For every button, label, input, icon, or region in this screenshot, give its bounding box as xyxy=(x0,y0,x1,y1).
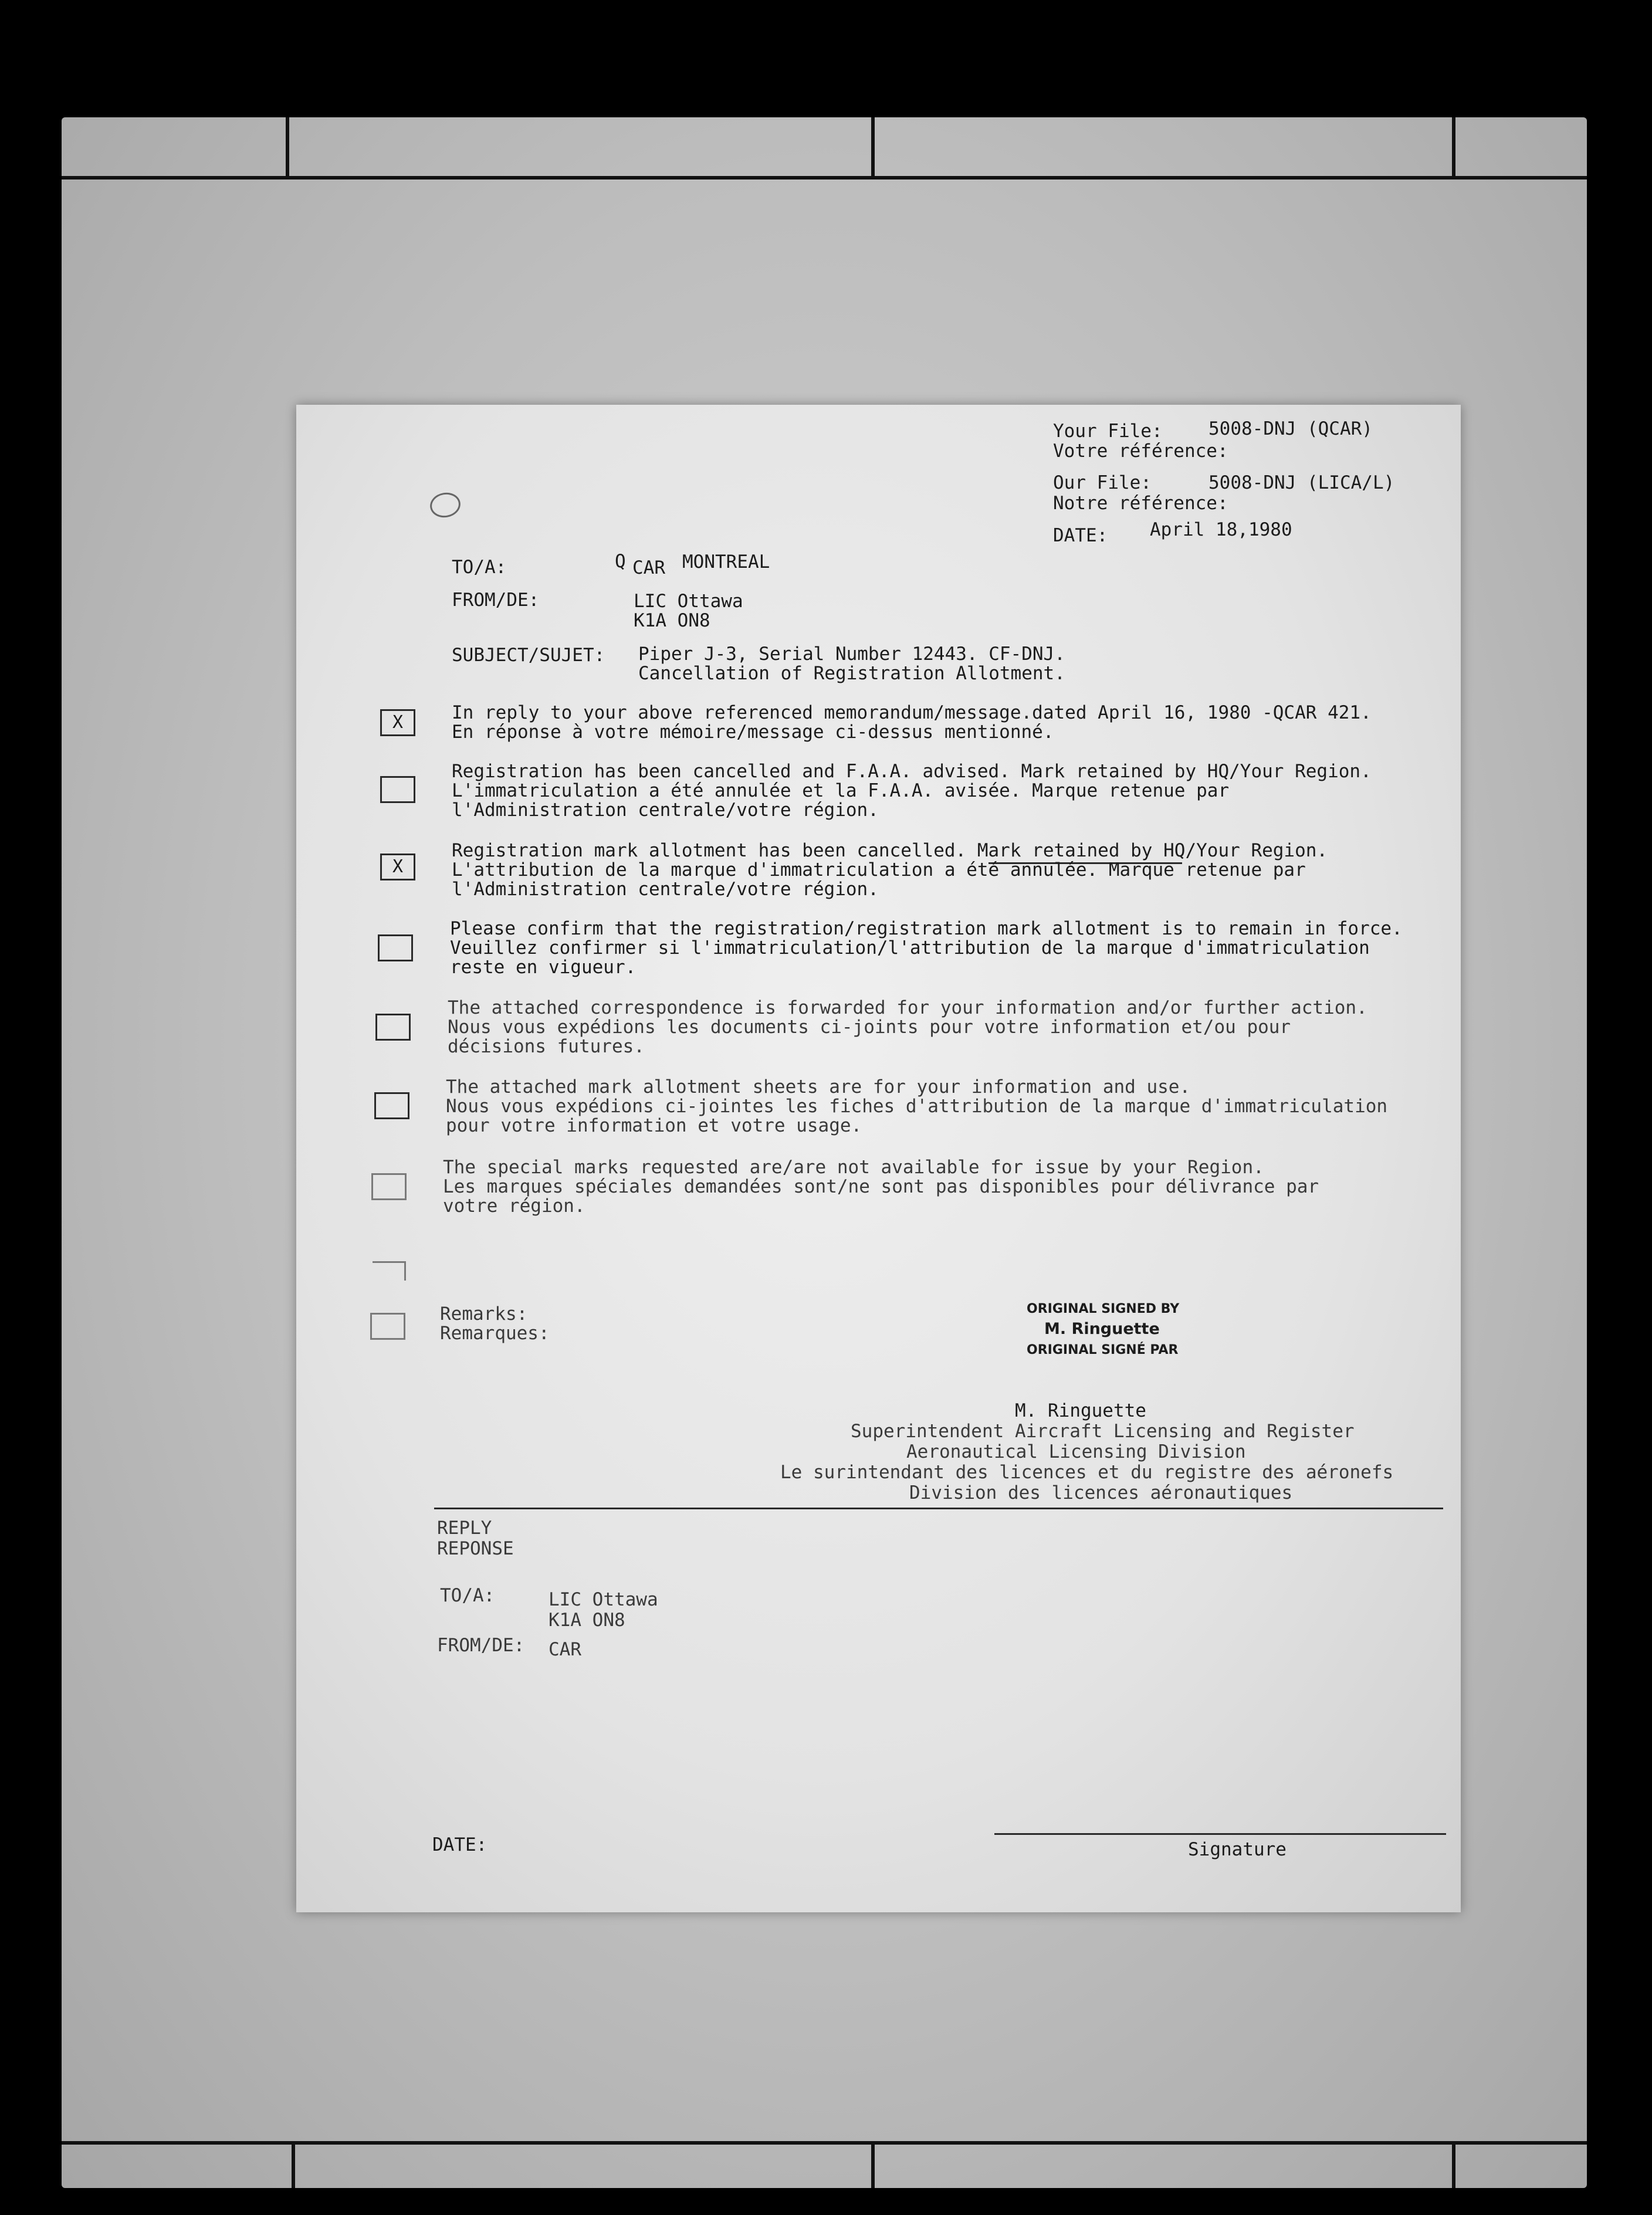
item-registration-cancelled-fr2: l'Administration centrale/votre région. xyxy=(452,800,879,821)
checkbox-mark-allotment-cancelled[interactable]: X xyxy=(380,854,415,880)
to-value-prefix: Q xyxy=(615,551,626,572)
item-mark-allotment-cancelled-en: Registration mark allotment has been cancelled. Mark retained by HQ/Your Region. xyxy=(452,840,1328,861)
item-allotment-sheets-fr1: Nous vous expédions ci-jointes les fiches d'attribution de la marque d'immatriculation xyxy=(446,1096,1388,1117)
reply-from-value: CAR xyxy=(549,1639,581,1660)
reply-label-en: REPLY xyxy=(437,1518,492,1539)
reply-from-label: FROM/DE: xyxy=(437,1635,525,1656)
hole-punch-mark xyxy=(428,490,463,520)
reply-to-line1: LIC Ottawa xyxy=(549,1589,658,1610)
signature-line[interactable] xyxy=(994,1833,1446,1835)
signatory-division-fr: Division des licences aéronautiques xyxy=(909,1482,1293,1503)
frame-rule-top-mid xyxy=(871,117,875,176)
subject-line1: Piper J-3, Serial Number 12443. CF-DNJ. xyxy=(638,643,1065,665)
frame-rule-bottom xyxy=(62,2141,1587,2145)
checkbox-special-marks[interactable] xyxy=(371,1173,407,1200)
your-file-value: 5008-DNJ (QCAR) xyxy=(1208,418,1373,439)
our-file-value: 5008-DNJ (LICA/L) xyxy=(1208,472,1395,493)
stamp-original-signed-by: ORIGINAL SIGNED BY xyxy=(1027,1302,1180,1316)
subject-label: SUBJECT/SUJET: xyxy=(452,645,605,666)
memo-form xyxy=(296,405,1461,1912)
frame-rule-top-left xyxy=(286,117,289,176)
item-reply-reference-en: In reply to your above referenced memorandum/message.dated April 16, 1980 -QCAR 421. xyxy=(452,702,1372,723)
item-mark-allotment-cancelled-fr2: l'Administration centrale/votre région. xyxy=(452,879,879,900)
item-allotment-sheets-en: The attached mark allotment sheets are for your information and use. xyxy=(446,1076,1191,1098)
item-registration-cancelled-fr1: L'immatriculation a été annulée et la F.A.A. avisée. Marque retenue par xyxy=(452,780,1230,801)
signatory-title-fr: Le surintendant des licences et du registre des aéronefs xyxy=(780,1462,1394,1483)
signatory-title-en: Superintendent Aircraft Licensing and Register xyxy=(851,1421,1355,1442)
checkbox-blank[interactable] xyxy=(373,1261,406,1281)
checkbox-confirm-in-force[interactable] xyxy=(378,934,413,961)
reply-to-line2: K1A ON8 xyxy=(549,1610,625,1631)
remarks-label-en: Remarks: xyxy=(440,1303,528,1325)
item-correspondence-forwarded-fr2: décisions futures. xyxy=(448,1036,645,1057)
item-special-marks-fr1: Les marques spéciales demandées sont/ne sont pas disponibles pour délivrance par xyxy=(443,1176,1319,1197)
date-label: DATE: xyxy=(1053,525,1108,546)
reply-separator-line xyxy=(434,1508,1443,1509)
signature-label: Signature xyxy=(1188,1839,1287,1860)
item-correspondence-forwarded-fr1: Nous vous expédions les documents ci-joints pour votre information et/ou pour xyxy=(448,1017,1291,1038)
checkbox-remarks[interactable] xyxy=(370,1313,405,1340)
frame-rule-bottom-mid xyxy=(871,2141,875,2188)
from-line2: K1A ON8 xyxy=(634,610,710,631)
item-allotment-sheets-fr2: pour votre information et votre usage. xyxy=(446,1115,862,1136)
item-reply-reference-fr: En réponse à votre mémoire/message ci-dessus mentionné. xyxy=(452,722,1054,743)
frame-rule-top-right xyxy=(1452,117,1455,176)
date-value: April 18,1980 xyxy=(1150,519,1292,540)
frame-rule-bottom-left xyxy=(292,2141,295,2188)
reply-to-label: TO/A: xyxy=(440,1585,495,1606)
from-line1: LIC Ottawa xyxy=(634,591,743,612)
item-confirm-in-force-en: Please confirm that the registration/registration mark allotment is to remain in force. xyxy=(450,918,1403,939)
notre-reference-label: Notre référence: xyxy=(1053,493,1228,514)
item-correspondence-forwarded-en: The attached correspondence is forwarded for your information and/or further action. xyxy=(448,997,1367,1018)
item-registration-cancelled-en: Registration has been cancelled and F.A.A. advised. Mark retained by HQ/Your Region. xyxy=(452,761,1372,782)
our-file-label: Our File: xyxy=(1053,472,1152,493)
stamp-signer-name: M. Ringuette xyxy=(1044,1320,1160,1338)
to-label: TO/A: xyxy=(452,557,507,578)
item-confirm-in-force-fr1: Veuillez confirmer si l'immatriculation/l'attribution de la marque d'immatriculation xyxy=(450,937,1370,959)
checkbox-correspondence-forwarded[interactable] xyxy=(375,1014,411,1041)
to-value-city: MONTREAL xyxy=(682,551,770,573)
item-special-marks-en: The special marks requested are/are not available for issue by your Region. xyxy=(443,1157,1264,1178)
item-confirm-in-force-fr2: reste en vigueur. xyxy=(450,957,637,978)
signatory-name: M. Ringuette xyxy=(1015,1400,1146,1421)
frame-rule-top xyxy=(62,176,1587,179)
checkbox-registration-cancelled[interactable] xyxy=(380,776,415,803)
from-label: FROM/DE: xyxy=(452,590,540,611)
item-mark-allotment-cancelled-fr1: L'attribution de la marque d'immatriculation a été annulée. Marque retenue par xyxy=(452,859,1306,880)
votre-reference-label: Votre référence: xyxy=(1053,441,1228,462)
signatory-division-en: Aeronautical Licensing Division xyxy=(906,1441,1246,1462)
stamp-original-signe-par: ORIGINAL SIGNÉ PAR xyxy=(1027,1343,1179,1357)
reply-date-label: DATE: xyxy=(432,1834,488,1855)
subject-line2: Cancellation of Registration Allotment. xyxy=(638,663,1065,684)
checkbox-reply-reference[interactable]: X xyxy=(380,709,415,736)
frame-rule-bottom-right xyxy=(1452,2141,1455,2188)
reply-label-fr: REPONSE xyxy=(437,1538,514,1559)
remarks-label-fr: Remarques: xyxy=(440,1323,550,1344)
to-value-car: CAR xyxy=(632,557,665,578)
checkbox-allotment-sheets[interactable] xyxy=(374,1092,409,1119)
item-special-marks-fr2: votre région. xyxy=(443,1195,585,1217)
your-file-label: Your File: xyxy=(1053,421,1163,442)
